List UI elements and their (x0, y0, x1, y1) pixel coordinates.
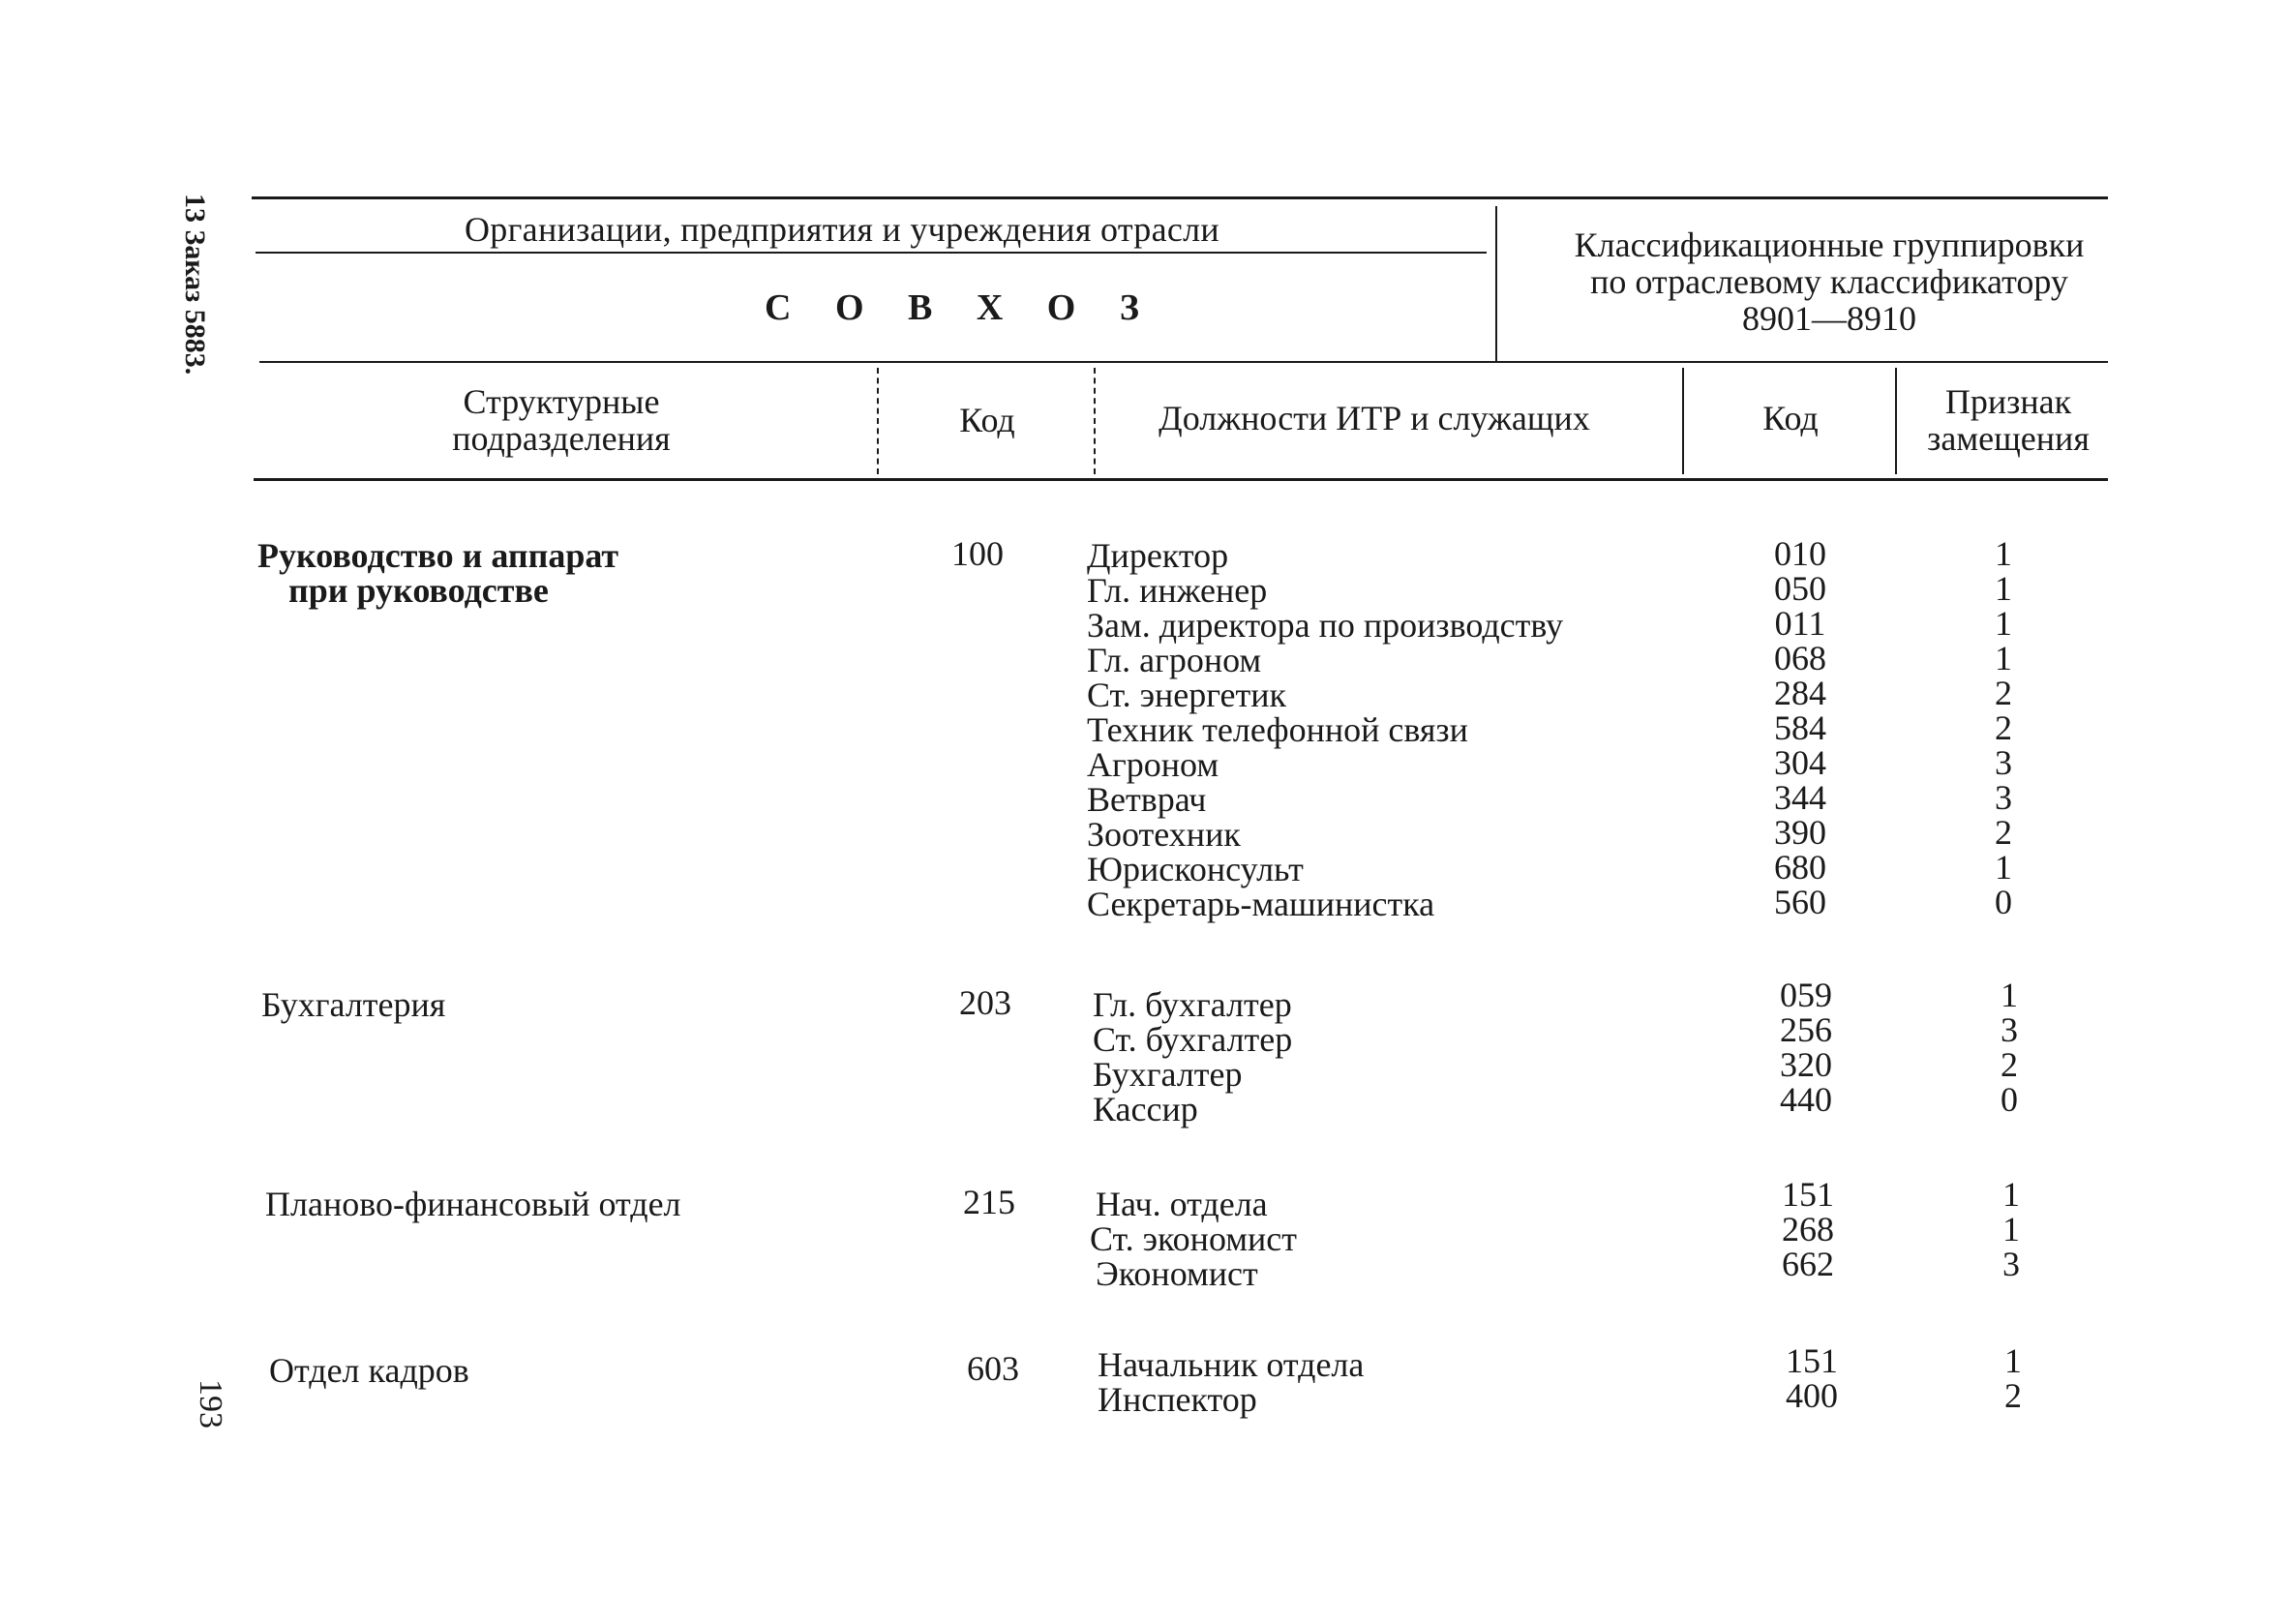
substitution-sign: 1 (1995, 639, 2012, 677)
position-code: 050 (1774, 569, 1826, 608)
position-name: Гл. инженер (1087, 571, 1268, 610)
department-code: 603 (967, 1349, 1019, 1388)
substitution-sign: 1 (1995, 534, 2012, 573)
position-name: Зам. директора по производству (1087, 606, 1564, 645)
page-number: 193 (193, 1379, 228, 1429)
col-structure-line-1: Структурные (463, 382, 660, 421)
position-code: 151 (1782, 1175, 1834, 1214)
position-code: 390 (1774, 813, 1826, 852)
position-name: Агроном (1087, 745, 1219, 784)
substitution-sign: 0 (1995, 883, 2012, 921)
classification-line-2: по отраслевому классификатору (1590, 262, 2068, 301)
position-code: 268 (1782, 1210, 1834, 1248)
substitution-sign: 1 (2002, 1175, 2020, 1214)
position-name: Гл. бухгалтер (1093, 985, 1292, 1024)
col-sign-line-1: Признак (1944, 382, 2072, 421)
department-line-1: Бухгалтерия (261, 985, 446, 1024)
department-name (261, 987, 445, 1022)
position-name: Юрисконсульт (1087, 850, 1304, 888)
substitution-sign: 3 (1995, 778, 2012, 817)
col-divider-3 (1682, 368, 1684, 474)
department-name (257, 538, 618, 608)
position-name: Гл. агроном (1087, 641, 1262, 679)
position-name: Экономист (1096, 1254, 1258, 1293)
classification-line-3: 8901—8910 (1742, 299, 1916, 338)
positions-list (1087, 538, 1563, 921)
position-name: Директор (1087, 536, 1229, 575)
position-code: 256 (1780, 1010, 1832, 1049)
classification-block (1539, 226, 2120, 337)
position-code: 400 (1786, 1376, 1838, 1415)
position-code: 440 (1780, 1080, 1832, 1119)
org-label: Организации, предприятия и учреждения отрасли (465, 210, 1219, 249)
position-code: 320 (1780, 1045, 1832, 1084)
substitution-sign: 3 (1995, 743, 2012, 782)
department-code: 215 (963, 1183, 1015, 1221)
position-codes (1748, 977, 1864, 1117)
position-code: 344 (1774, 778, 1826, 817)
positions-list (1090, 1187, 1297, 1291)
col-positions: Должности ИТР и служащих (1159, 399, 1590, 437)
position-codes (1742, 536, 1858, 919)
department-name (265, 1187, 681, 1221)
substitution-sign: 1 (1995, 604, 2012, 643)
position-code: 059 (1780, 976, 1832, 1014)
col-divider-1 (877, 368, 879, 474)
positions-list (1093, 987, 1292, 1127)
org-name: С О В Х О З (765, 287, 1157, 328)
substitution-sign: 3 (2002, 1245, 2020, 1283)
position-code: 011 (1774, 604, 1826, 643)
substitution-sign: 1 (1995, 848, 2012, 887)
substitution-signs (1972, 1177, 2050, 1281)
col-structure-line-2: подразделения (452, 419, 671, 458)
col-divider-2 (1094, 368, 1096, 474)
substitution-signs (1965, 536, 2042, 919)
substitution-signs (1971, 977, 2048, 1117)
position-name: Техник телефонной связи (1087, 710, 1468, 749)
position-code: 584 (1774, 708, 1826, 747)
substitution-sign: 2 (1995, 674, 2012, 712)
department-code: 100 (951, 534, 1004, 573)
position-name: Ст. энергетик (1087, 676, 1287, 714)
position-name: Начальник отдела (1098, 1345, 1365, 1384)
substitution-sign: 1 (2004, 1341, 2022, 1380)
classification-line-1: Классификационные группировки (1574, 226, 2085, 264)
substitution-sign: 2 (2004, 1376, 2022, 1415)
col-divider-4 (1895, 368, 1897, 474)
position-code: 151 (1786, 1341, 1838, 1380)
position-code: 680 (1774, 848, 1826, 887)
col-pos-code: Код (1762, 399, 1819, 437)
position-name: Ветврач (1087, 780, 1207, 819)
substitution-sign: 1 (2001, 976, 2018, 1014)
substitution-sign: 3 (2001, 1010, 2018, 1049)
position-code: 662 (1782, 1245, 1834, 1283)
position-code: 010 (1774, 534, 1826, 573)
department-line-1: Руководство и аппарат (257, 536, 619, 575)
column-header-bottom-rule (254, 478, 2108, 481)
position-code: 560 (1774, 883, 1826, 921)
col-sign (1911, 383, 2105, 457)
department-line-1: Отдел кадров (269, 1351, 469, 1390)
position-name: Ст. экономист (1090, 1219, 1298, 1258)
position-codes (1754, 1343, 1870, 1413)
position-name: Ст. бухгалтер (1093, 1020, 1293, 1059)
position-name: Секретарь-машинистка (1087, 885, 1435, 923)
top-rule (252, 196, 2108, 199)
substitution-sign: 1 (1995, 569, 2012, 608)
header-divider (1495, 206, 1497, 361)
col-structure (387, 383, 736, 457)
substitution-sign: 0 (2001, 1080, 2018, 1119)
substitution-sign: 2 (1995, 813, 2012, 852)
position-code: 068 (1774, 639, 1826, 677)
position-name: Нач. отдела (1096, 1185, 1268, 1223)
positions-list (1098, 1347, 1364, 1417)
col-sign-line-2: замещения (1927, 419, 2090, 458)
position-code: 284 (1774, 674, 1826, 712)
org-underline (256, 252, 1487, 254)
position-codes (1750, 1177, 1866, 1281)
position-name: Кассир (1093, 1090, 1198, 1128)
order-note: 13 Заказ 5883. (179, 194, 211, 376)
substitution-sign: 1 (2002, 1210, 2020, 1248)
substitution-sign: 2 (2001, 1045, 2018, 1084)
department-line-2: при руководстве (288, 571, 549, 610)
position-code: 304 (1774, 743, 1826, 782)
department-code: 203 (959, 983, 1011, 1022)
position-name: Инспектор (1098, 1380, 1257, 1419)
position-name: Зоотехник (1087, 815, 1241, 854)
department-name (269, 1353, 469, 1388)
department-line-1: Планово-финансовый отдел (265, 1185, 681, 1223)
position-name: Бухгалтер (1093, 1055, 1243, 1094)
col-code: Код (959, 401, 1015, 439)
substitution-sign: 2 (1995, 708, 2012, 747)
column-header-top-rule (259, 361, 2108, 363)
substitution-signs (1974, 1343, 2052, 1413)
